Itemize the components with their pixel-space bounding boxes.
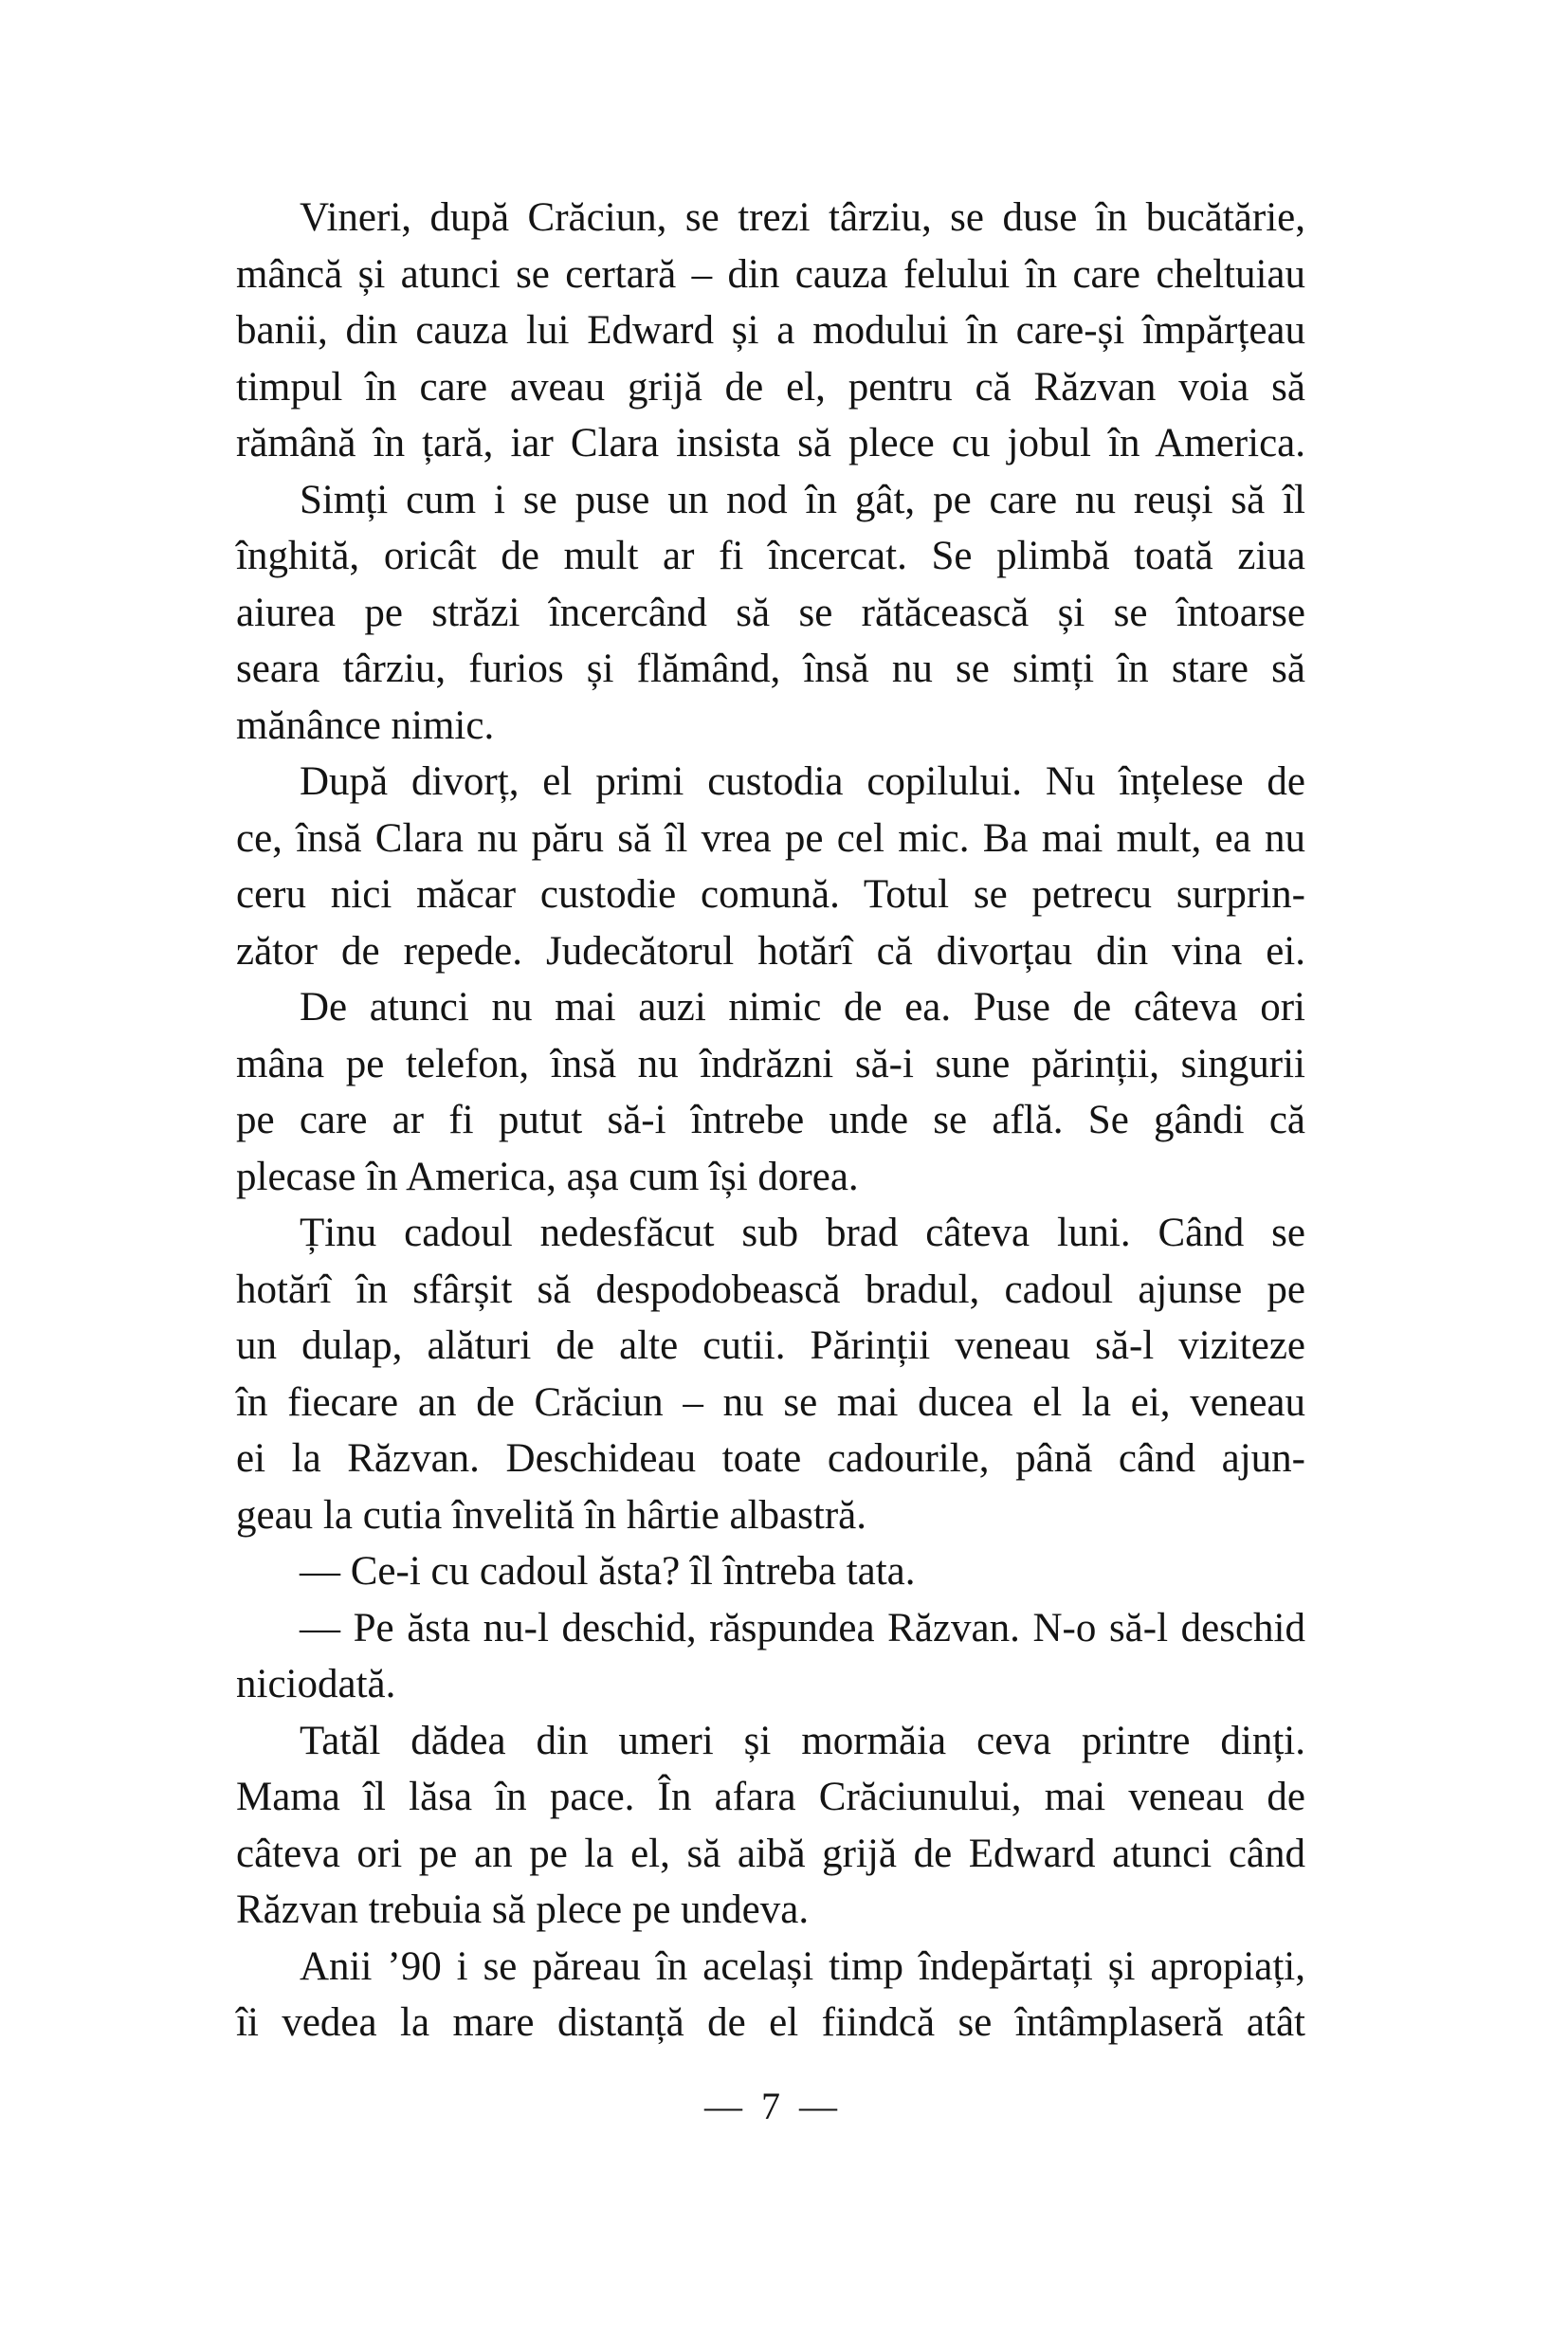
text-line: geau la cutia învelită în hârtie albastră. (236, 1492, 867, 1538)
text-line: Tatăl dădea din umeri și mormăia ceva printre dinți. (300, 1718, 1305, 1763)
text-line: De atunci nu mai auzi nimic de ea. Puse de câteva ori (300, 985, 1305, 1030)
text-line: mâncă și atunci se certară – din cauza felului în care cheltuiau (236, 251, 1305, 297)
text-line: — Pe ăsta nu-l deschid, răspundea Răzvan. N-o să-l deschid (300, 1605, 1305, 1650)
text-line: ei la Răzvan. Deschideau toate cadourile, până când ajun- (236, 1436, 1305, 1481)
text-line: mănânce nimic. (236, 702, 495, 748)
text-line: banii, din cauza lui Edward și a modului în care-și împărțeau (236, 308, 1305, 353)
text-line: După divorț, el primi custodia copilului. Nu înțelese de (300, 759, 1305, 804)
page-number: 7 (761, 2085, 780, 2127)
text-line: zător de repede. Judecătorul hotărî că divorțau din vina ei. (236, 928, 1305, 974)
text-line: înghită, oricât de mult ar fi încercat. Se plimbă toată ziua (236, 534, 1305, 578)
text-line: seara târziu, furios și flămând, însă nu se simți în stare să (236, 647, 1305, 691)
text-column (236, 190, 1305, 2051)
text-line: rămână în țară, iar Clara insista să plece cu jobul în America. (236, 421, 1305, 465)
text-line: Vineri, după Crăciun, se trezi târziu, se duse în bucătărie, (300, 195, 1305, 240)
text-line: Răzvan trebuia să plece pe undeva. (236, 1887, 810, 1932)
text-line: Mama îl lăsa în pace. În afara Crăciunului, mai veneau de (236, 1775, 1305, 1819)
text-line: timpul în care aveau grijă de el, pentru că Răzvan voia să (236, 364, 1305, 410)
folio-left-dash: — (704, 2085, 742, 2127)
text-line: niciodată. (236, 1662, 396, 1706)
text-line: Ținu cadoul nedesfăcut sub brad câteva luni. Când se (300, 1211, 1305, 1255)
text-line: ce, însă Clara nu păru să îl vrea pe cel mic. Ba mai mult, ea nu (236, 815, 1305, 861)
text-line: — Ce-i cu cadoul ăsta? îl întreba tata. (300, 1549, 916, 1594)
text-line: aiurea pe străzi încercând să se rătăcească și se întoarse (236, 590, 1305, 635)
text-line: mâna pe telefon, însă nu îndrăzni să-i sune părinții, singurii (236, 1041, 1305, 1086)
folio-right-dash: — (799, 2085, 837, 2127)
text-line: plecase în America, așa cum își dorea. (236, 1154, 859, 1199)
text-line: îi vedea la mare distanță de el fiindcă se întâmplaseră atât (236, 2000, 1305, 2045)
text-line: în fiecare an de Crăciun – nu se mai ducea el la ei, veneau (236, 1379, 1305, 1425)
page-footer (236, 2084, 1305, 2129)
text-line: un dulap, alături de alte cutii. Părinții veneau să-l viziteze (236, 1323, 1305, 1368)
text-line: pe care ar fi putut să-i întrebe unde se află. Se gândi că (236, 1098, 1305, 1142)
text-line: câteva ori pe an pe la el, să aibă grijă de Edward atunci când (236, 1831, 1305, 1876)
text-line: Anii ’90 i se păreau în același timp îndepărtați și apropiați, (300, 1943, 1305, 1989)
text-line: Simți cum i se puse un nod în gât, pe care nu reuși să îl (300, 477, 1305, 522)
text-line: hotărî în sfârșit să despodobească bradul, cadoul ajunse pe (236, 1267, 1305, 1312)
text-line: ceru nici măcar custodie comună. Totul se petrecu surprin- (236, 872, 1305, 917)
